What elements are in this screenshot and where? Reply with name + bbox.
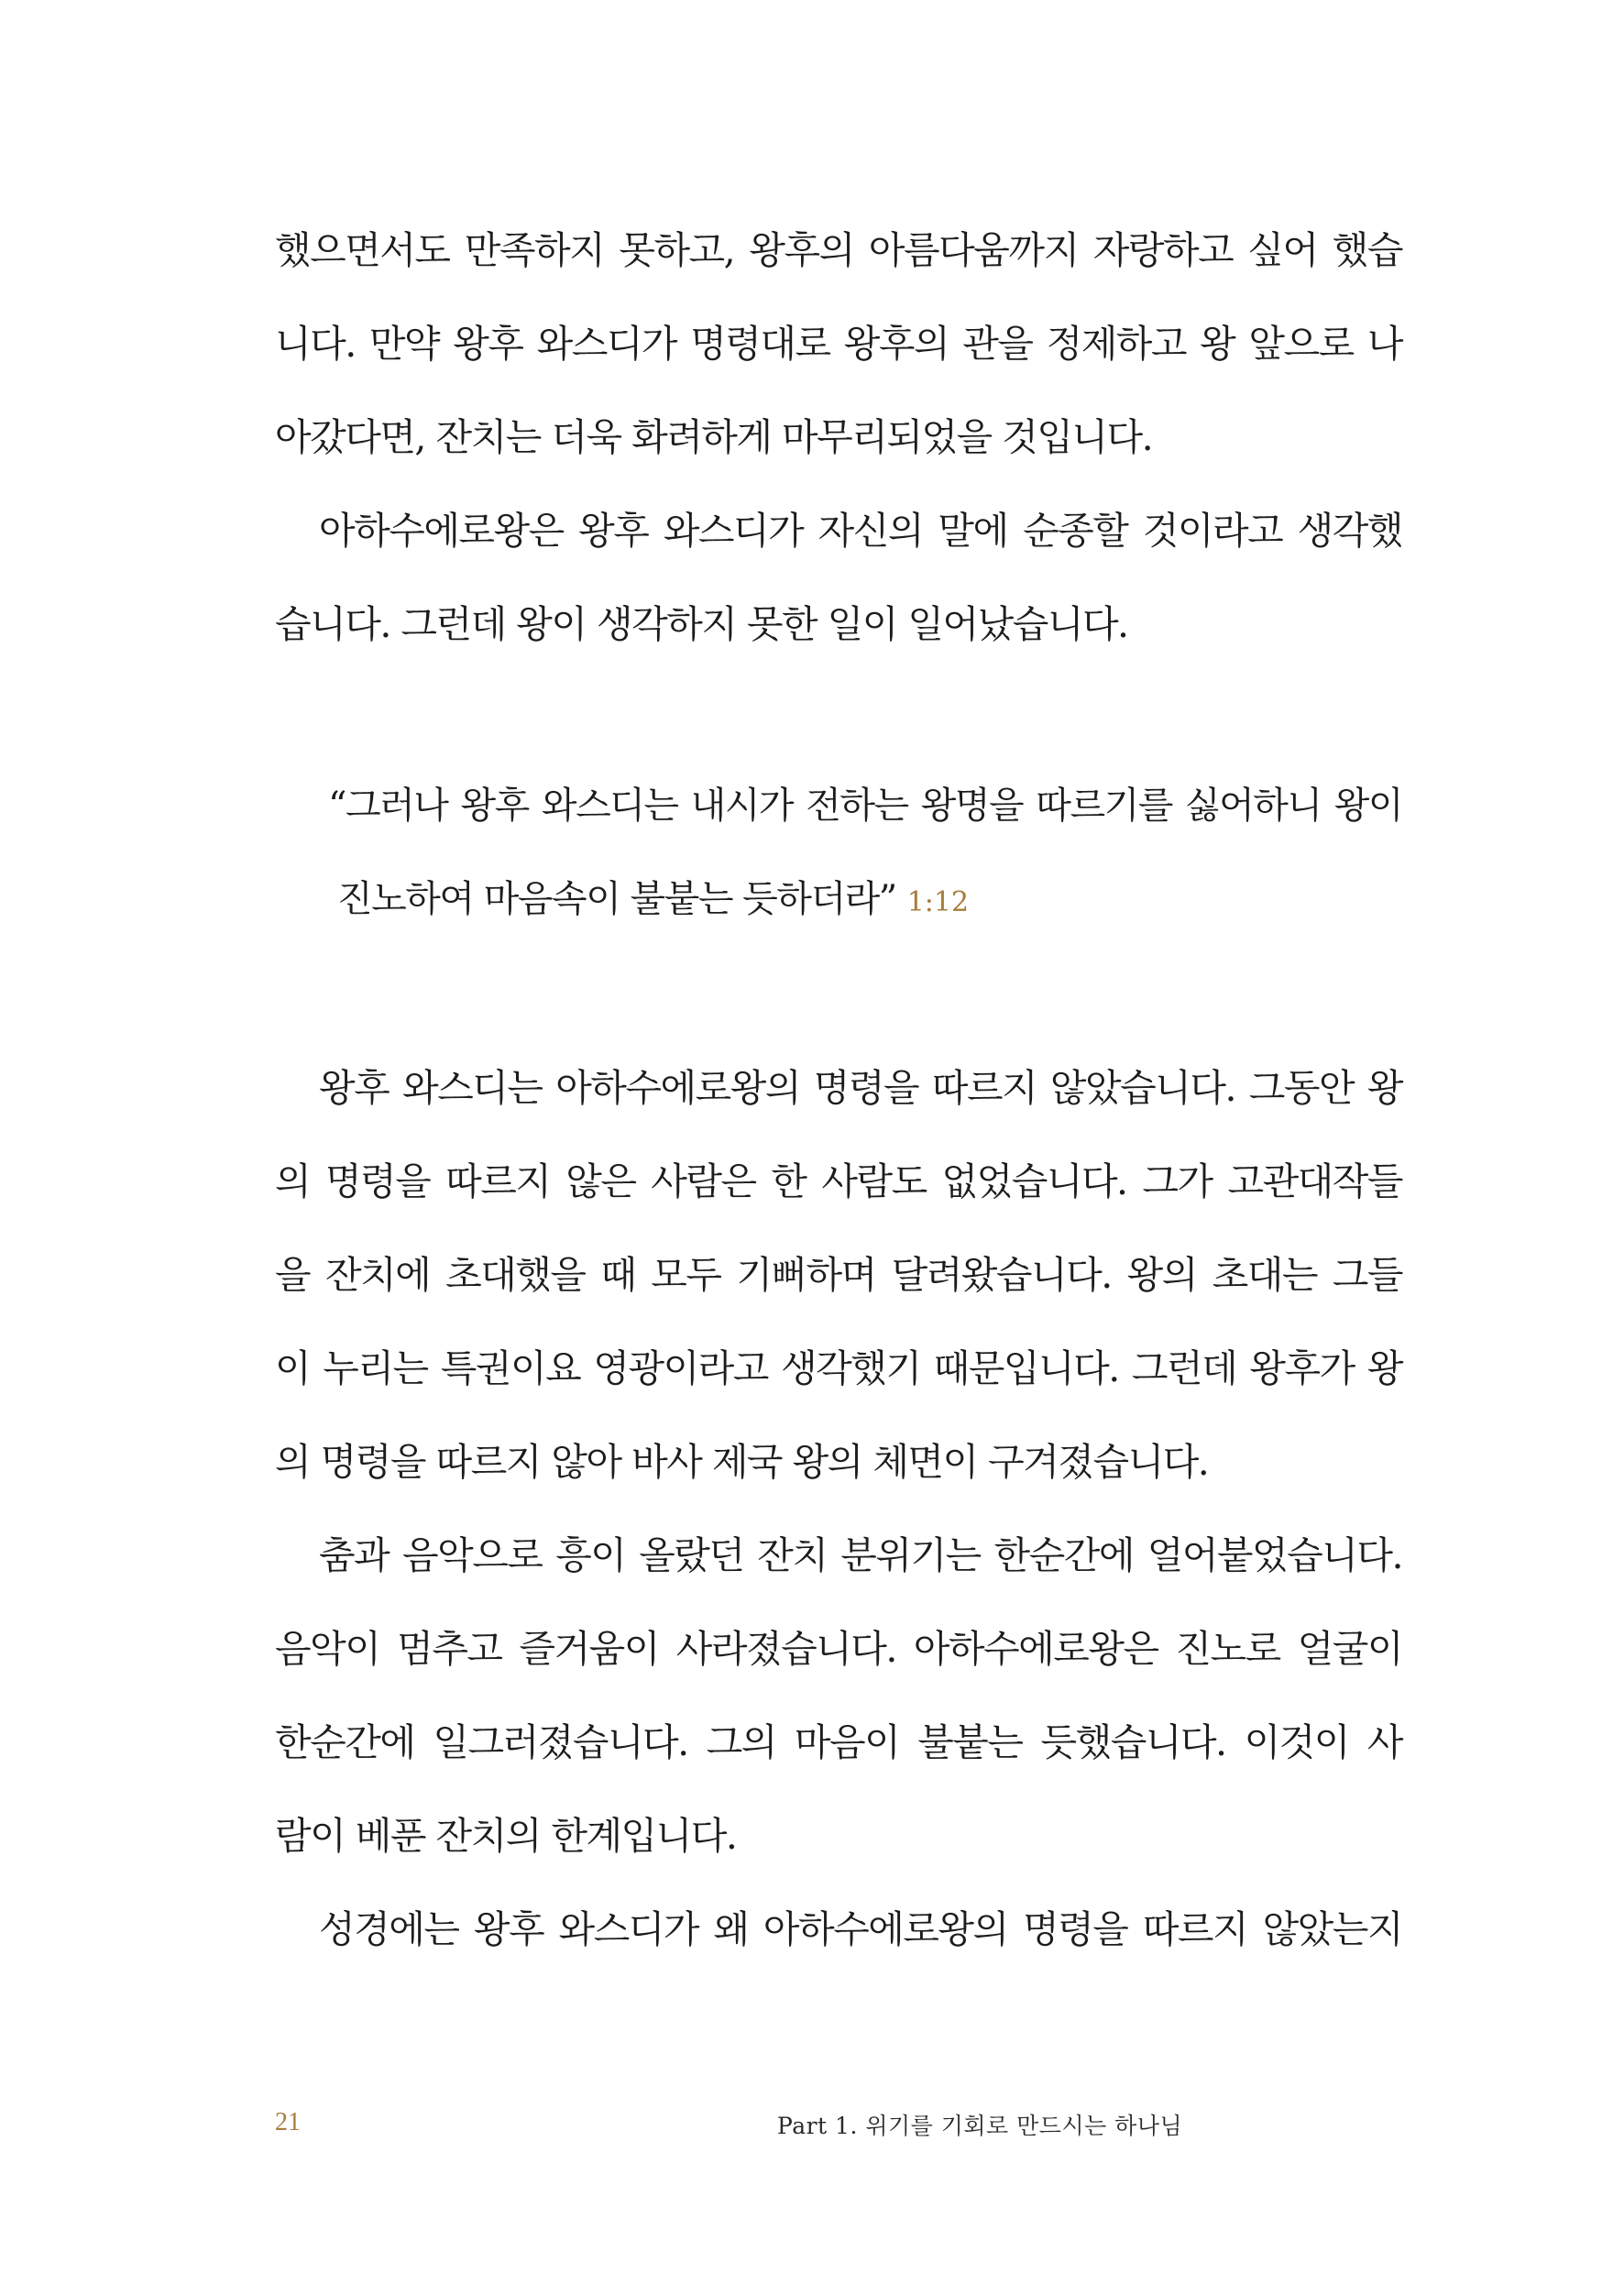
text-line: 이 누리는 특권이요 영광이라고 생각했기 때문입니다. 그런데 왕후가 왕: [275, 1346, 1402, 1390]
text-line: 했으면서도 만족하지 못하고, 왕후의 아름다움까지 자랑하고 싶어 했습: [275, 228, 1402, 272]
body-text: [275, 203, 1402, 1976]
scripture-quote: [275, 759, 1402, 946]
text-line: 을 잔치에 초대했을 때 모두 기뻐하며 달려왔습니다. 왕의 초대는 그들: [275, 1253, 1402, 1297]
spacer: [275, 946, 1402, 1041]
text-line: 춤과 음악으로 흥이 올랐던 잔치 분위기는 한순간에 얼어붙었습니다.: [319, 1533, 1402, 1577]
text-line: 의 명령을 따르지 않아 바사 제국 왕의 체면이 구겨졌습니다.: [275, 1440, 1209, 1484]
quote-text: 진노하여 마음속이 불붙는 듯하더라”: [337, 878, 896, 920]
text-line: 음악이 멈추고 즐거움이 사라졌습니다. 아하수에로왕은 진노로 얼굴이: [275, 1627, 1402, 1671]
quote-line: [328, 852, 1402, 946]
text-line: 아갔다면, 잔치는 더욱 화려하게 마무리되었을 것입니다.: [275, 415, 1153, 459]
page-number: 21: [275, 2108, 301, 2136]
text-line: 아하수에로왕은 왕후 와스디가 자신의 말에 순종할 것이라고 생각했: [319, 509, 1402, 553]
text-line: 한순간에 일그러졌습니다. 그의 마음이 불붙는 듯했습니다. 이것이 사: [275, 1720, 1402, 1764]
spacer: [275, 671, 1402, 759]
text-line: 의 명령을 따르지 않은 사람은 한 사람도 없었습니다. 그가 고관대작들: [275, 1159, 1402, 1203]
running-head: Part 1. 위기를 기회로 만드시는 하나님: [777, 2113, 1183, 2139]
quote-line: “그러나 왕후 와스디는 내시가 전하는 왕명을 따르기를 싫어하니 왕이: [328, 785, 1402, 827]
text-line: 습니다. 그런데 왕이 생각하지 못한 일이 일어났습니다.: [275, 602, 1128, 646]
text-line: 왕후 와스디는 아하수에로왕의 명령을 따르지 않았습니다. 그동안 왕: [319, 1066, 1402, 1110]
text-line: 성경에는 왕후 와스디가 왜 아하수에로왕의 명령을 따르지 않았는지: [319, 1907, 1402, 1951]
page-footer: [275, 2108, 1402, 2145]
scripture-reference: 1:12: [906, 886, 970, 918]
text-line: 니다. 만약 왕후 와스디가 명령대로 왕후의 관을 정제하고 왕 앞으로 나: [275, 322, 1402, 366]
text-line: 람이 베푼 잔치의 한계입니다.: [275, 1814, 737, 1858]
